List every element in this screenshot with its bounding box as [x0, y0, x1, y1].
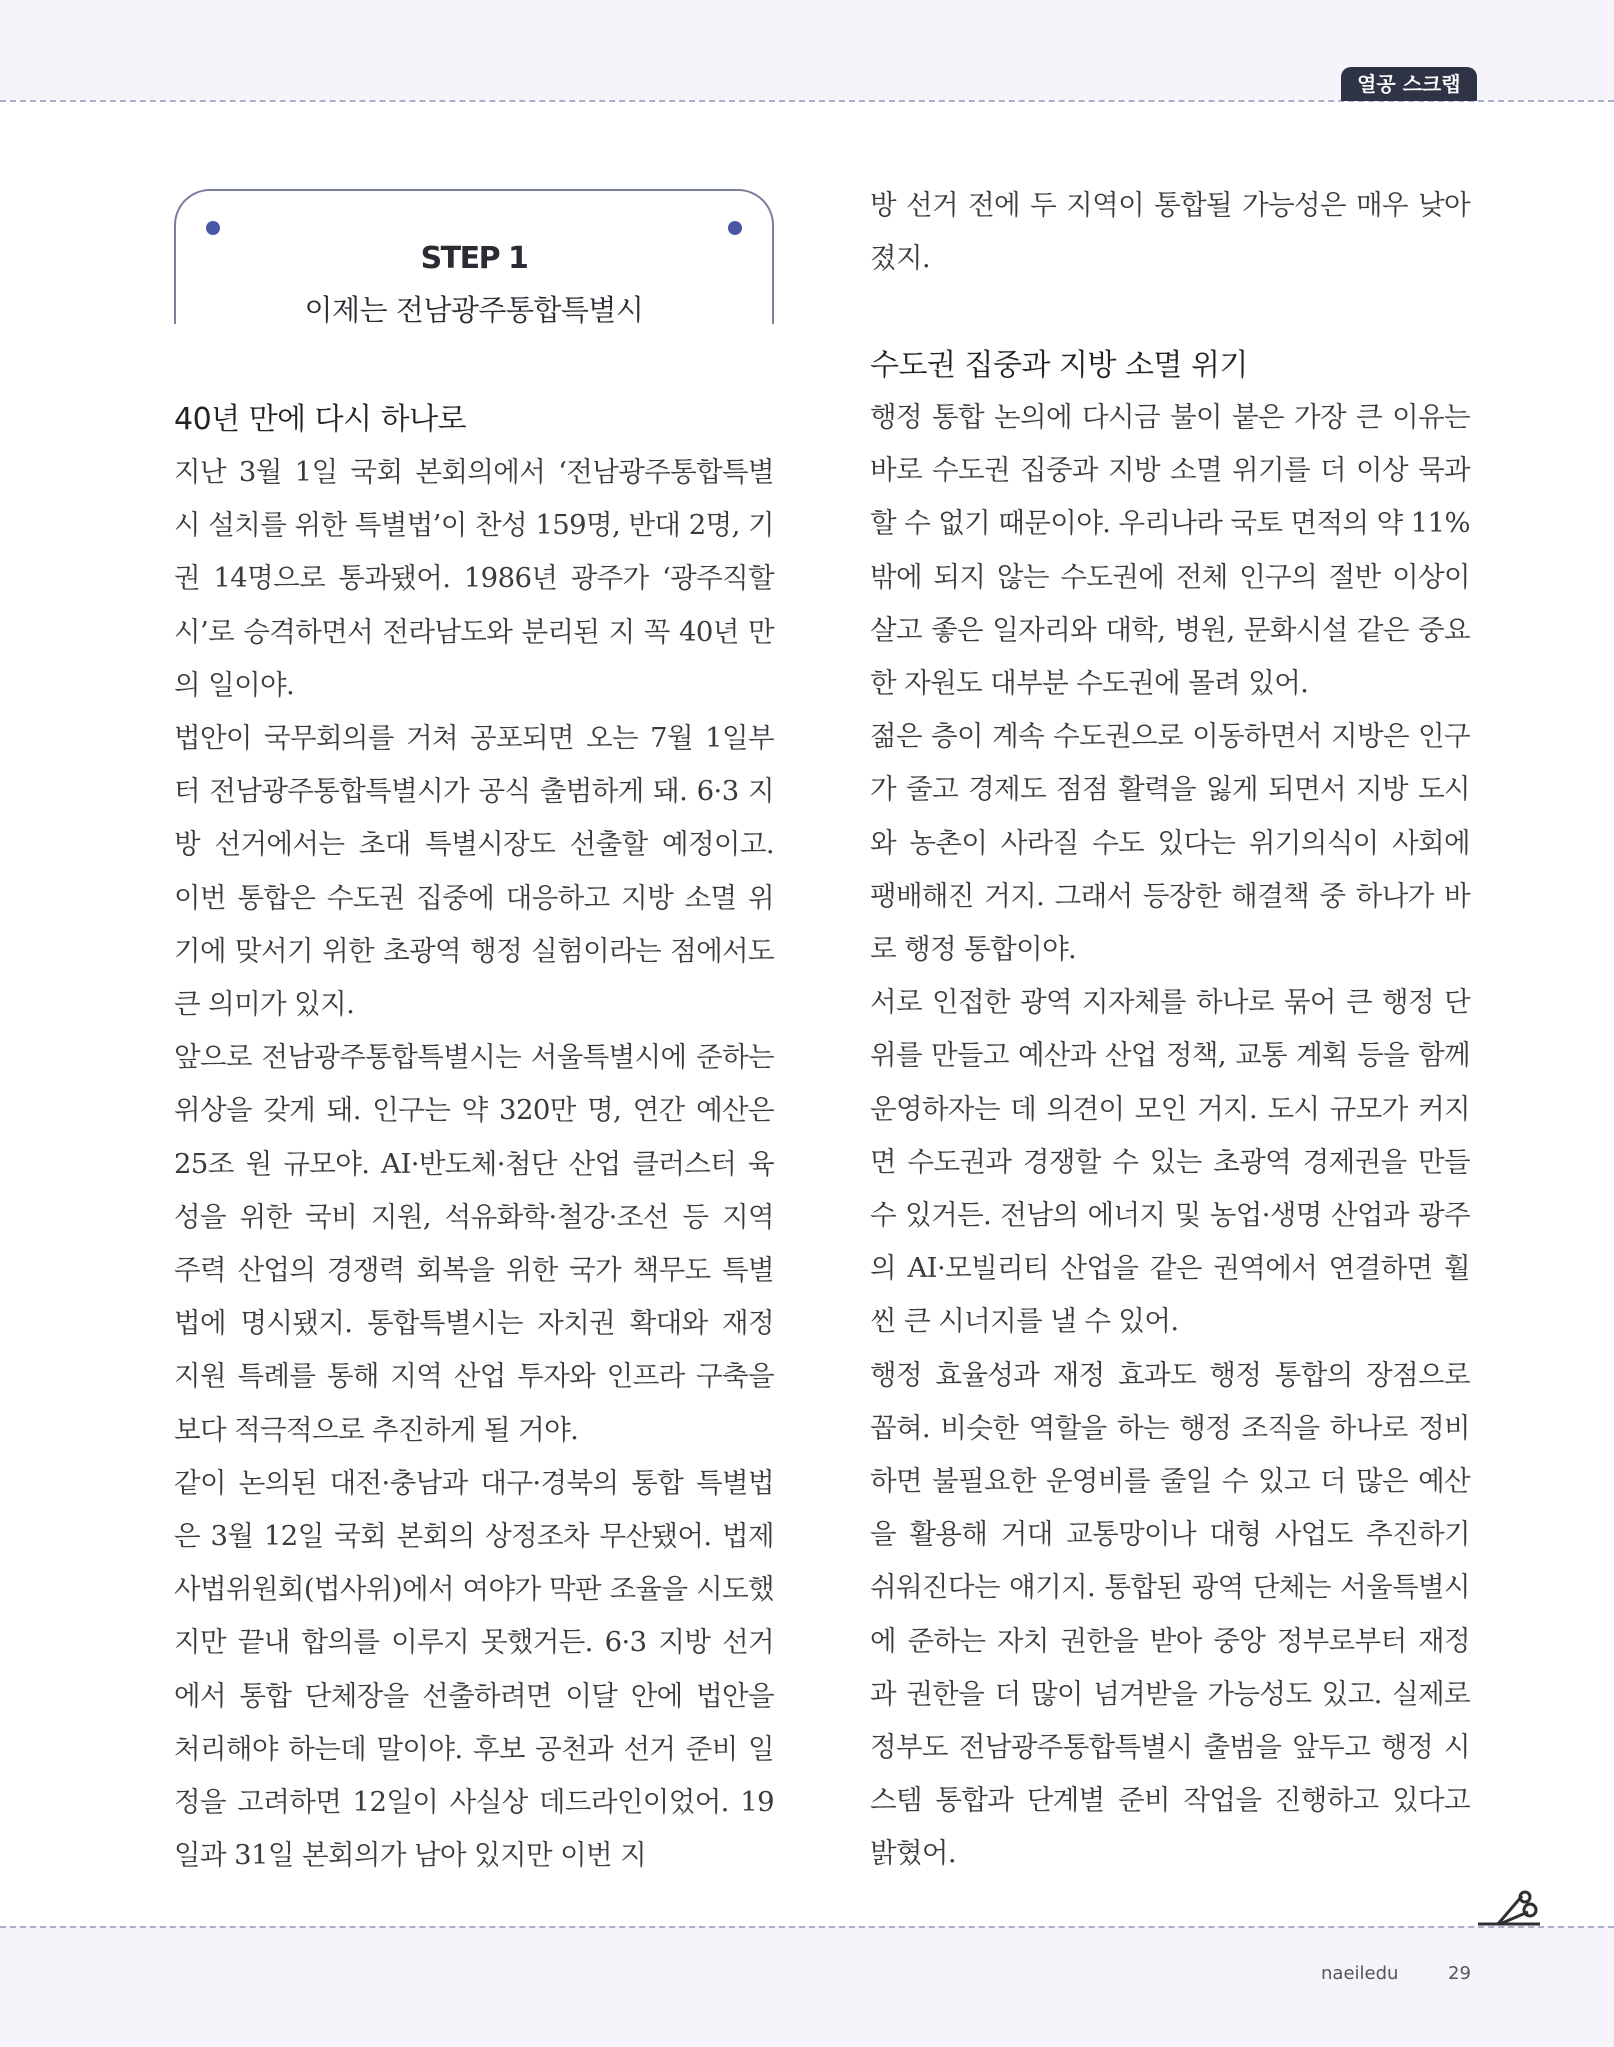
- page-number: 29: [1448, 1963, 1471, 1984]
- right-column-continuation: [870, 179, 1470, 285]
- right-paragraph-4: 행정 효율성과 재정 효과도 행정 통합의 장점으로 꼽혀. 비슷한 역할을 하는 행정 조직을 하나로 정비하면 불필요한 운영비를 줄일 수 있고 더 많은 예산을 활용해 거대 교통망이나 대형 사업도 추진하기 쉬워진다는 얘기지. 통합된 광역 단체는 서울특별시에 준하는 자치 권한을 받아 중앙 정부로부터 재정과 권한을 더 많이 넘겨받을 가능성도 있고. 실제로 정부도 전남광주통합특별시 출범을 앞두고 행정 시스템 통합과 단계별 준비 작업을 진행하고 있다고 밝혔어.: [870, 1358, 1470, 1870]
- scissors-icon: [1478, 1890, 1544, 1930]
- right-section-heading: 수도권 집중과 지방 소멸 위기: [870, 348, 1248, 383]
- step-title: 이제는 전남광주통합특별시: [304, 293, 644, 327]
- right-paragraph-3: 서로 인접한 광역 지자체를 하나로 묶어 큰 행정 단위를 만들고 예산과 산업 정책, 교통 계획 등을 함께 운영하자는 데 의견이 모인 거지. 도시 규모가 커지면 수도권과 경쟁할 수 있는 초광역 경제권을 만들 수 있거든. 전남의 에너지 및 농업·생명 산업과 광주의 AI·모빌리티 산업을 같은 권역에서 연결하면 훨씬 큰 시너지를 낼 수 있어.: [870, 986, 1470, 1338]
- step-label: STEP 1: [420, 241, 528, 276]
- step-dot-left: [206, 221, 220, 235]
- right-column-body: [870, 391, 1470, 1881]
- bottom-dashed-line: [0, 1926, 1614, 1928]
- right-paragraph-1: 행정 통합 논의에 다시금 불이 붙은 가장 큰 이유는 바로 수도권 집중과 지방 소멸 위기를 더 이상 묵과할 수 없기 때문이야. 우리나라 국토 면적의 약 11%밖에 되지 않는 수도권에 전체 인구의 절반 이상이 살고 좋은 일자리와 대학, 병원, 문화시설 같은 중요한 자원도 대부분 수도권에 몰려 있어.: [870, 401, 1470, 700]
- continuation-paragraph: 방 선거 전에 두 지역이 통합될 가능성은 매우 낮아졌지.: [870, 189, 1470, 275]
- left-paragraph-4: 같이 논의된 대전·충남과 대구·경북의 통합 특별법은 3월 12일 국회 본회의 상정조차 무산됐어. 법제사법위원회(법사위)에서 여야가 막판 조율을 시도했지만 끝내 합의를 이루지 못했거든. 6·3 지방 선거에서 통합 단체장을 선출하려면 이달 안에 법안을 처리해야 하는데 말이야. 후보 공천과 선거 준비 일정을 고려하면 12일이 사실상 데드라인이었어. 19일과 31일 본회의가 남아 있지만 이번 지: [174, 1466, 774, 1872]
- step-box: [174, 189, 774, 327]
- left-section-heading: 40년 만에 다시 하나로: [174, 402, 467, 437]
- right-paragraph-2: 젊은 층이 계속 수도권으로 이동하면서 지방은 인구가 줄고 경제도 점점 활력을 잃게 되면서 지방 도시와 농촌이 사라질 수도 있다는 위기의식이 사회에 팽배해진 거지. 그래서 등장한 해결책 중 하나가 바로 행정 통합이야.: [870, 720, 1470, 966]
- left-paragraph-2: 법안이 국무회의를 거쳐 공포되면 오는 7월 1일부터 전남광주통합특별시가 공식 출범하게 돼. 6·3 지방 선거에서는 초대 특별시장도 선출할 예정이고. 이번 통합은 수도권 집중에 대응하고 지방 소멸 위기에 맞서기 위한 초광역 행정 실험이라는 점에서도 큰 의미가 있지.: [174, 722, 774, 1021]
- step-dot-right: [728, 221, 742, 235]
- left-paragraph-1: 지난 3월 1일 국회 본회의에서 ‘전남광주통합특별시 설치를 위한 특별법’이 찬성 159명, 반대 2명, 기권 14명으로 통과됐어. 1986년 광주가 ‘광주직할시’로 승격하면서 전라남도와 분리된 지 꼭 40년 만의 일이야.: [174, 456, 774, 701]
- section-tag: 열공 스크랩: [1341, 67, 1477, 101]
- footer-site-name: naeiledu: [1321, 1963, 1399, 1984]
- left-paragraph-3: 앞으로 전남광주통합특별시는 서울특별시에 준하는 위상을 갖게 돼. 인구는 약 320만 명, 연간 예산은 25조 원 규모야. AI·반도체·첨단 산업 클러스터 육성을 위한 국비 지원, 석유화학·철강·조선 등 지역 주력 산업의 경쟁력 회복을 위한 국가 책무도 특별법에 명시됐지. 통합특별시는 자치권 확대와 재정 지원 특례를 통해 지역 산업 투자와 인프라 구축을 보다 적극적으로 추진하게 될 거야.: [174, 1041, 774, 1446]
- left-column-body: [174, 446, 774, 1882]
